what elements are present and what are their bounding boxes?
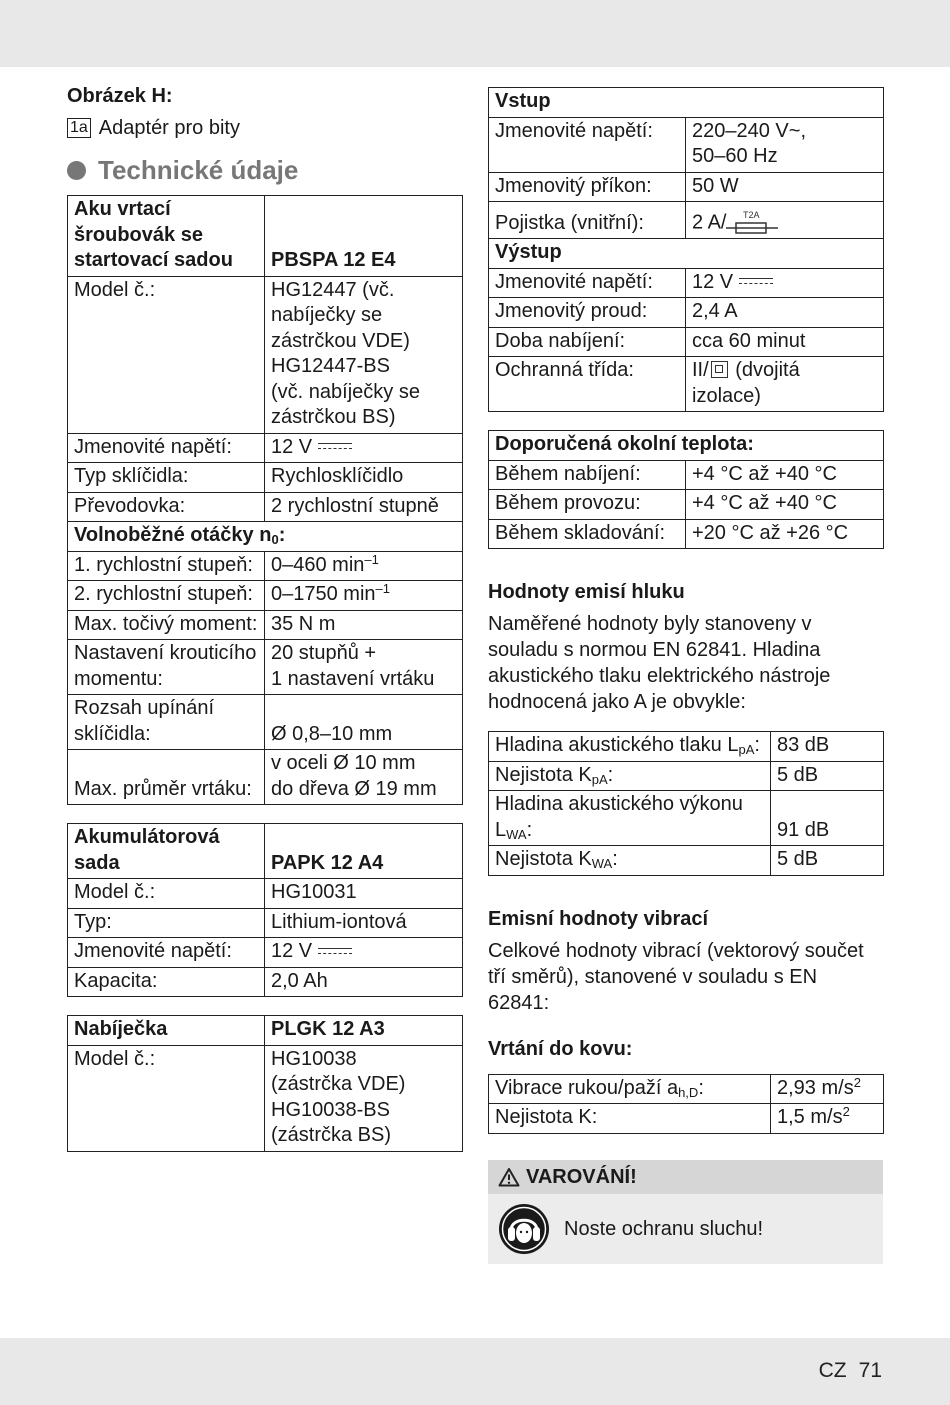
vibration-subheading: Vrtání do kovu: — [488, 1037, 633, 1060]
output-class-value — [686, 357, 884, 412]
lwa-sub: WA — [506, 826, 527, 842]
input-header: Vstup — [489, 88, 884, 118]
battery-header-right: PAPK 12 A4 — [265, 824, 463, 879]
drill-setting-value — [265, 640, 463, 695]
colon: : — [526, 818, 533, 841]
temp-label: Během skladování: — [489, 519, 686, 549]
output-current-label: Jmenovitý proud: — [489, 298, 686, 328]
k-value-text: 1,5 m/s — [777, 1106, 843, 1128]
drill-model-line: zástrčkou BS) — [271, 406, 396, 428]
drill-speed2-label: 2. rychlostní stupeň: — [68, 581, 265, 611]
output-current-value: 2,4 A — [686, 298, 884, 328]
temp-value: +4 °C až +40 °C — [686, 460, 884, 490]
battery-voltage-label: Jmenovité napětí: — [68, 938, 265, 968]
charger-model-label: Model č.: — [68, 1045, 265, 1151]
battery-row-label: Model č.: — [68, 879, 265, 909]
page-footer — [807, 1358, 882, 1384]
lwa-label — [489, 791, 771, 846]
kwa-sub: WA — [591, 856, 613, 871]
lpa-label — [489, 732, 771, 762]
temperature-table — [488, 430, 884, 549]
kwa-label-text: Nejistota K — [495, 848, 592, 870]
temp-label: Během nabíjení: — [489, 460, 686, 490]
drill-diam-value — [265, 750, 463, 805]
kpa-label-text: Nejistota K — [495, 763, 592, 786]
class-line-2: izolace) — [692, 384, 761, 407]
drill-voltage-text: 12 V — [271, 435, 313, 458]
bullet-dot-icon — [67, 161, 86, 180]
idle-label-text: Volnoběžné otáčky n — [74, 524, 272, 546]
drill-model-line: HG12447 (vč. — [271, 278, 395, 301]
battery-header-left: Akumulátorová sada — [68, 824, 265, 879]
lpa-value: 83 dB — [771, 732, 884, 762]
input-voltage-label: Jmenovité napětí: — [489, 117, 686, 172]
drill-speed1-value — [265, 551, 463, 581]
diam-line: v oceli Ø 10 mm — [271, 752, 416, 774]
drill-range-label: Rozsah upínání sklíčidla: — [68, 695, 265, 750]
header-band — [0, 0, 950, 67]
charger-model-line: (zástrčka BS) — [271, 1124, 392, 1146]
warning-title: VAROVÁNÍ! — [526, 1165, 637, 1188]
drill-diam-label: Max. průměr vrtáku: — [68, 750, 265, 805]
drill-model-value — [265, 276, 463, 433]
kpa-sub: pA — [591, 771, 608, 787]
drill-model-line: zástrčkou VDE) — [271, 329, 410, 352]
drill-setting-label: Nastavení krouticího momentu: — [68, 640, 265, 695]
drill-voltage-value — [265, 433, 463, 463]
warning-body — [488, 1194, 883, 1264]
charger-model-line: HG10038 — [271, 1047, 357, 1070]
vib-value-text: 2,93 m/s — [777, 1076, 854, 1099]
section-title — [67, 155, 462, 185]
charger-model-value — [265, 1045, 463, 1151]
right-column — [488, 87, 883, 1264]
vib-value — [771, 1074, 884, 1104]
exponent: 2 — [842, 1104, 850, 1119]
temp-header: Doporučená okolní teplota: — [489, 431, 884, 461]
fuse-tag: T2A — [743, 210, 760, 220]
drill-model-label: Model č.: — [68, 276, 265, 433]
warning-text: Noste ochranu sluchu! — [564, 1217, 764, 1240]
output-charge-value: cca 60 minut — [686, 327, 884, 357]
input-fuse-label: Pojistka (vnitřní): — [489, 202, 686, 239]
drill-chuck-label: Typ sklíčidla: — [68, 463, 265, 493]
drill-torque-value: 35 N m — [265, 610, 463, 640]
drill-range-value: Ø 0,8–10 mm — [265, 695, 463, 750]
vibration-heading: Emisní hodnoty vibrací — [488, 907, 709, 930]
k-value — [771, 1104, 884, 1134]
legend-number: 1a — [67, 118, 91, 138]
charger-table — [67, 1015, 463, 1152]
dc-symbol-icon — [318, 946, 352, 958]
drill-idle-header — [68, 522, 463, 552]
input-power-label: Jmenovitý příkon: — [489, 172, 686, 202]
speed1-text: 0–460 min — [271, 553, 365, 576]
input-power-value: 50 W — [686, 172, 884, 202]
vibration-table — [488, 1074, 884, 1134]
input-fuse-value — [686, 202, 884, 239]
drill-gear-value: 2 rychlostní stupně — [265, 492, 463, 522]
battery-voltage-value — [265, 938, 463, 968]
output-class-label: Ochranná třída: — [489, 357, 686, 412]
temp-value: +4 °C až +40 °C — [686, 490, 884, 520]
vib-label — [489, 1074, 771, 1104]
vib-label-text: Vibrace rukou/paží a — [495, 1076, 679, 1099]
noise-table — [488, 731, 884, 876]
exponent: 2 — [853, 1074, 861, 1090]
fuse-symbol-icon — [726, 210, 780, 236]
drill-table — [67, 195, 463, 805]
noise-text: Naměřené hodnoty byly stanoveny v souladu s normou EN 62841. Hladina akustického tlaku elektrického nástroje hodnocená jako A je obvykle: — [488, 613, 831, 713]
output-voltage-label: Jmenovité napětí: — [489, 268, 686, 298]
drill-torque-label: Max. točivý moment: — [68, 610, 265, 640]
colon: : — [612, 848, 618, 870]
charger-header-left: Nabíječka — [68, 1016, 265, 1046]
drill-voltage-label: Jmenovité napětí: — [68, 433, 265, 463]
dc-symbol-icon — [739, 276, 773, 288]
legend-text: Adaptér pro bity — [98, 117, 240, 139]
temp-value: +20 °C až +26 °C — [686, 519, 884, 549]
drill-speed2-value — [265, 581, 463, 611]
idle-sub: 0 — [271, 532, 279, 547]
kpa-label — [489, 761, 771, 791]
kwa-label — [489, 846, 771, 876]
charger-model-line: (zástrčka VDE) — [271, 1073, 406, 1095]
ear-protection-icon — [498, 1203, 550, 1255]
noise-heading: Hodnoty emisí hluku — [488, 581, 685, 603]
output-charge-label: Doba nabíjení: — [489, 327, 686, 357]
lpa-label-text: Hladina akustického tlaku L — [495, 734, 739, 756]
input-voltage-value — [686, 117, 884, 172]
drill-speed1-label: 1. rychlostní stupeň: — [68, 551, 265, 581]
input-output-table — [488, 87, 884, 412]
colon: : — [607, 763, 614, 786]
battery-row-value: HG10031 — [265, 879, 463, 909]
charger-model-line: HG10038-BS — [271, 1098, 390, 1121]
kwa-value: 5 dB — [771, 846, 884, 876]
battery-row-value: Lithium-iontová — [265, 908, 463, 938]
temp-label: Během provozu: — [489, 490, 686, 520]
warning-box — [488, 1160, 883, 1264]
protection-class-ii-icon — [711, 361, 728, 378]
battery-voltage-text: 12 V — [271, 940, 313, 962]
drill-gear-label: Převodovka: — [68, 492, 265, 522]
battery-capacity-label: Kapacita: — [68, 967, 265, 997]
figure-legend — [67, 115, 462, 141]
diam-line: do dřeva Ø 19 mm — [271, 777, 437, 800]
drill-model-line: HG12447-BS — [271, 355, 390, 377]
battery-table — [67, 823, 463, 997]
class-post: (dvojitá — [729, 359, 800, 381]
output-voltage-value — [686, 268, 884, 298]
drill-header-left: Aku vrtací šroubovák se startovací sadou — [68, 196, 265, 277]
dc-symbol-icon — [318, 441, 352, 453]
page-number: 71 — [858, 1359, 882, 1382]
battery-capacity-value: 2,0 Ah — [265, 967, 463, 997]
input-voltage-line: 220–240 V~, — [692, 119, 806, 142]
footer-lang: CZ — [818, 1359, 847, 1382]
idle-colon: : — [278, 524, 286, 546]
k-label: Nejistota K: — [489, 1104, 771, 1134]
fuse-text: 2 A/ — [692, 211, 727, 234]
colon: : — [754, 734, 760, 756]
lwa-label-text: Hladina akustického výkonu L — [495, 793, 743, 841]
battery-row-label: Typ: — [68, 908, 265, 938]
drill-chuck-value: Rychlosklíčidlo — [265, 463, 463, 493]
colon: : — [698, 1076, 704, 1099]
setting-line: 1 nastavení vrtáku — [271, 667, 435, 690]
output-voltage-text: 12 V — [692, 270, 734, 293]
lpa-sub: pA — [738, 742, 755, 757]
min-exponent: –1 — [364, 551, 379, 567]
input-voltage-line: 50–60 Hz — [692, 145, 778, 167]
output-header: Výstup — [489, 239, 884, 269]
section-title-text: Technické údaje — [98, 155, 299, 185]
left-column — [67, 83, 462, 1152]
speed2-text: 0–1750 min — [271, 583, 376, 605]
class-pre: II/ — [692, 359, 709, 381]
lwa-value: 91 dB — [771, 791, 884, 846]
drill-header-right: PBSPA 12 E4 — [265, 196, 463, 277]
vib-sub: h,D — [678, 1084, 699, 1100]
kpa-value: 5 dB — [771, 761, 884, 791]
min-exponent: –1 — [375, 581, 390, 596]
drill-model-line: nabíječky se — [271, 304, 383, 326]
drill-model-line: (vč. nabíječky se — [271, 380, 420, 403]
figure-title: Obrázek H: — [67, 85, 173, 107]
setting-line: 20 stupňů + — [271, 642, 377, 664]
warning-header — [488, 1160, 883, 1194]
charger-header-right: PLGK 12 A3 — [265, 1016, 463, 1046]
warning-triangle-icon — [498, 1167, 520, 1187]
vibration-text: Celkové hodnoty vibrací (vektorový součet tří směrů), stanovené v souladu s EN 62841: — [488, 939, 864, 1014]
